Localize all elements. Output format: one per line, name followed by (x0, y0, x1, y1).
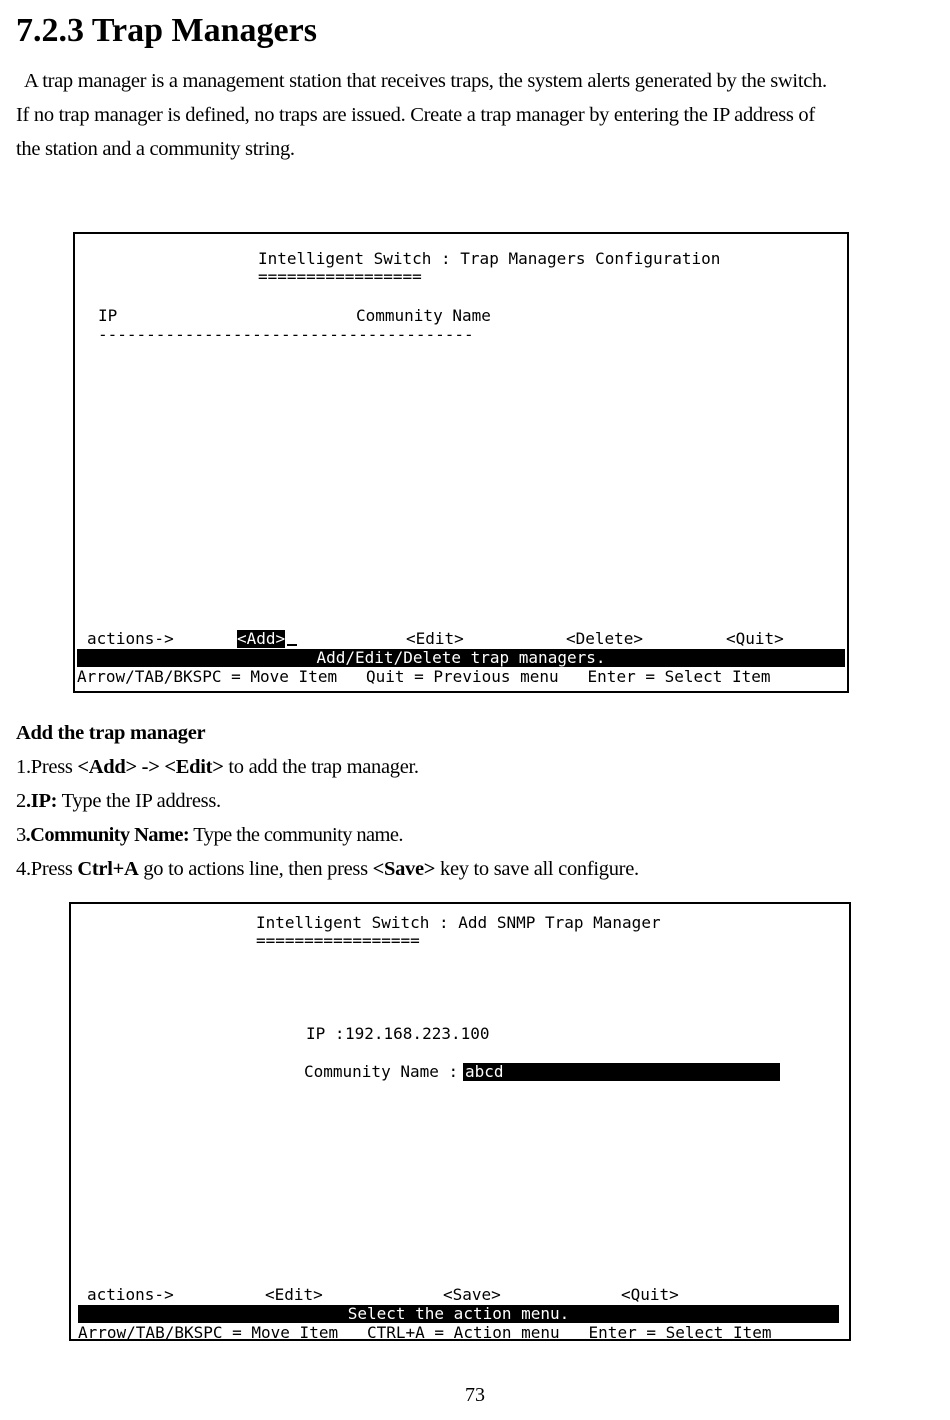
save-action-button[interactable]: <Save> (443, 1285, 501, 1304)
column-divider: --------------------------------------- (98, 325, 474, 344)
step-keyword: <Add> -> <Edit> (77, 756, 224, 778)
step-1 (16, 750, 639, 784)
intro-line: the station and a community string. (16, 138, 295, 160)
section-heading: 7.2.3 Trap Managers (16, 12, 317, 49)
actions-label: actions-> (87, 1285, 174, 1304)
step-keyword: <Save> (372, 858, 436, 880)
status-bar: Select the action menu. (78, 1305, 839, 1323)
edit-action-button[interactable]: <Edit> (406, 629, 464, 648)
step-text: Type the community name. (189, 824, 403, 846)
title-underline: ================= (256, 931, 420, 950)
step-text: go to actions line, then press (138, 858, 373, 880)
intro-paragraph (16, 64, 931, 166)
screen-title: Intelligent Switch : Trap Managers Configuration (258, 249, 721, 268)
quit-action-button[interactable]: <Quit> (726, 629, 784, 648)
community-name-label: Community Name : (304, 1062, 459, 1081)
step-text: 1.Press (16, 756, 78, 778)
column-header-community-name: Community Name (356, 306, 491, 325)
help-line: Arrow/TAB/BKSPC = Move Item Quit = Previous menu Enter = Select Item (77, 667, 771, 686)
step-text: 2 (16, 790, 26, 812)
column-header-ip: IP (98, 306, 118, 325)
add-snmp-trap-manager-screen (69, 902, 851, 1341)
ip-input[interactable]: 192.168.223.100 (345, 1024, 490, 1043)
step-text: 3 (16, 824, 26, 846)
step-text: 4.Press (16, 858, 78, 880)
add-action-button[interactable]: <Add> (237, 629, 286, 648)
step-3 (16, 818, 639, 852)
intro-line: A trap manager is a management station that receives traps, the system alerts generated by the switch. (24, 70, 827, 92)
community-name-input[interactable]: abcd (465, 1062, 504, 1081)
step-keyword: .IP: (25, 790, 58, 812)
step-text: key to save all configure. (435, 858, 639, 880)
cursor (287, 630, 297, 646)
screen-title: Intelligent Switch : Add SNMP Trap Manager (256, 913, 661, 932)
step-text: to add the trap manager. (223, 756, 419, 778)
edit-action-button[interactable]: <Edit> (265, 1285, 323, 1304)
actions-label: actions-> (87, 629, 174, 648)
quit-action-button[interactable]: <Quit> (621, 1285, 679, 1304)
step-2 (16, 784, 639, 818)
page-number: 73 (465, 1384, 485, 1406)
intro-line: If no trap manager is defined, no traps are issued. Create a trap manager by entering the IP address of (16, 104, 815, 126)
delete-action-button[interactable]: <Delete> (566, 629, 644, 648)
instructions-title: Add the trap manager (16, 722, 206, 744)
step-text: Type the IP address. (57, 790, 221, 812)
title-underline: ================= (258, 267, 422, 286)
help-line: Arrow/TAB/BKSPC = Move Item CTRL+A = Action menu Enter = Select Item (78, 1323, 772, 1342)
step-keyword: .Community Name: (25, 824, 190, 846)
community-name-field[interactable] (463, 1063, 780, 1081)
step-keyword: Ctrl+A (77, 858, 139, 880)
status-bar: Add/Edit/Delete trap managers. (77, 649, 845, 667)
ip-label: IP : (306, 1024, 345, 1043)
instructions (16, 716, 639, 886)
step-4 (16, 852, 639, 886)
trap-managers-config-screen (73, 232, 849, 693)
